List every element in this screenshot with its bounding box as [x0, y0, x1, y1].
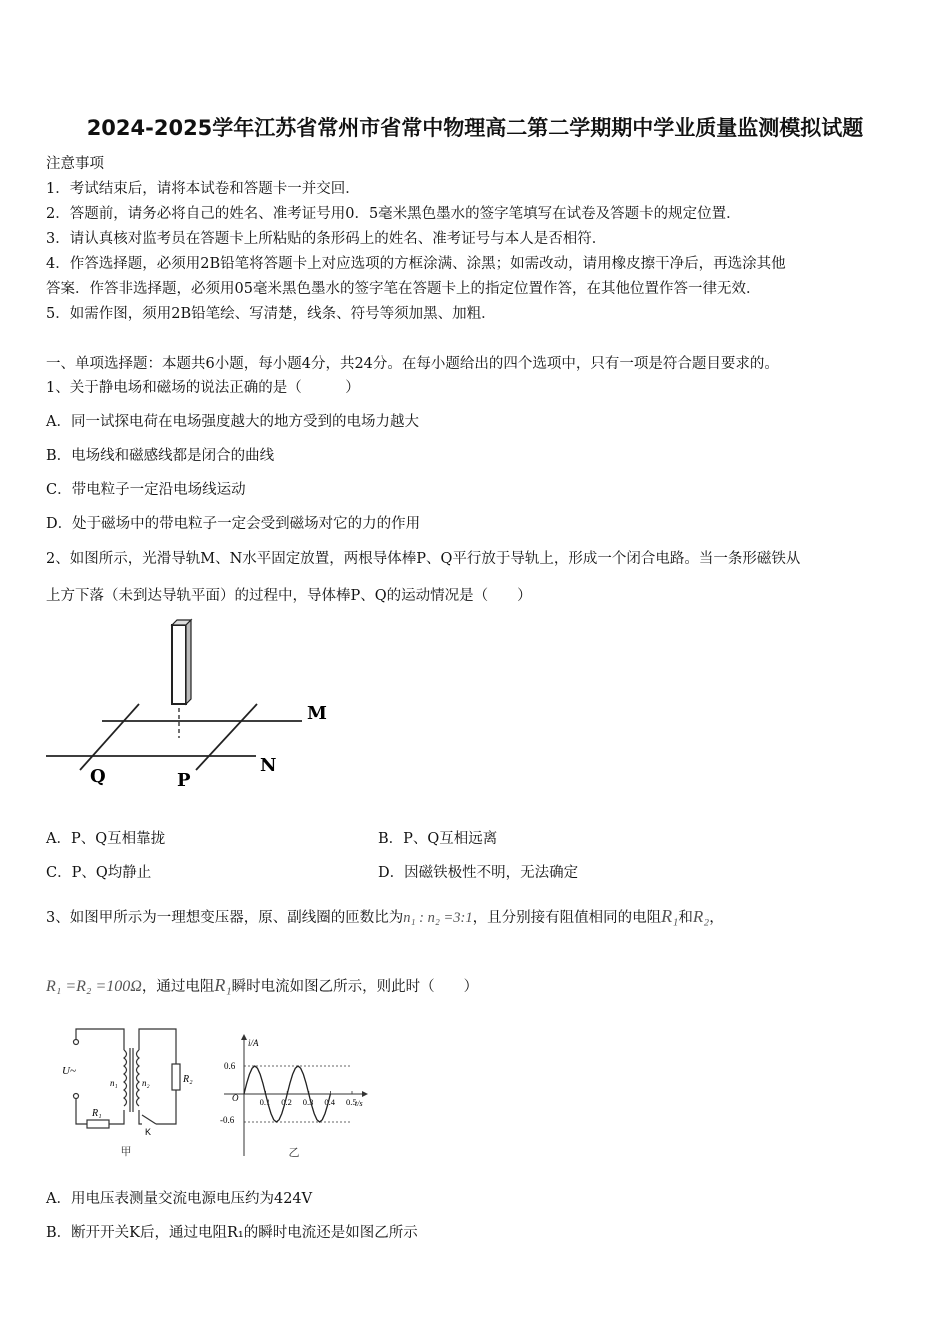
x-axis-label: t/s — [355, 1099, 363, 1108]
notice-item: 1．考试结束后，请将本试卷和答题卡一并交回． — [46, 181, 360, 197]
question-3-stem-cont — [46, 975, 478, 996]
question-2-stem-cont: 上方下落（未到达导轨平面）的过程中，导体棒P、Q的运动情况是（ ） — [46, 588, 532, 604]
q3-stem-part: 瞬时电流如图乙所示，则此时（ ） — [231, 979, 479, 995]
resistance-equation: R₁ =R₂ =100Ω — [46, 978, 142, 995]
q3-and: 和 — [678, 910, 693, 926]
q3-option-b[interactable]: B．断开开关K后，通过电阻R₁的瞬时电流还是如图乙所示 — [46, 1225, 418, 1241]
r1-label: R₁ — [92, 1108, 102, 1119]
q2-option-b[interactable]: B．P、Q互相远离 — [378, 831, 498, 847]
r2-label: R₂ — [183, 1074, 193, 1085]
section-heading: 一、单项选择题：本题共6小题，每小题4分，共24分。在每小题给出的四个选项中，只有一项是符合题目要求的。 — [46, 356, 779, 372]
notice-item: 2．答题前，请务必将自己的姓名、准考证号用0．5毫米黑色墨水的签字笔填写在试卷及答题卡的规定位置． — [46, 206, 741, 222]
n2-label: n₂ — [142, 1078, 150, 1088]
turns-ratio: n₁ : n₂ =3:1 — [403, 910, 473, 926]
notice-heading: 注意事项 — [46, 156, 104, 172]
q1-option-a[interactable]: A．同一试探电荷在电场强度越大的地方受到的电场力越大 — [46, 414, 419, 430]
question-2-stem: 2、如图所示，光滑导轨M、N水平固定放置，两根导体棒P、Q平行放于导轨上，形成一个闭合电路。当一条形磁铁从 — [46, 551, 801, 567]
label-m: M — [307, 703, 327, 724]
x-tick-label: 0.5 — [346, 1097, 357, 1107]
q3-stem-part: 3、如图甲所示为一理想变压器，原、副线圈的匝数比为 — [46, 910, 404, 926]
x-tick-label: 0.2 — [281, 1097, 292, 1107]
transformer-circuit-figure — [46, 1022, 206, 1162]
label-n: N — [260, 755, 277, 776]
q3-comma: ， — [709, 910, 724, 926]
x-tick-label: 0.3 — [302, 1097, 314, 1107]
q2-option-d[interactable]: D．因磁铁极性不明，无法确定 — [378, 865, 579, 881]
figure-b-caption: 乙 — [288, 1146, 300, 1159]
question-3-stem — [46, 906, 724, 927]
q3-option-a[interactable]: A．用电压表测量交流电源电压约为424V — [46, 1191, 313, 1207]
resistor-r1-symbol: R₁ — [661, 906, 679, 926]
q3-stem-part: ，通过电阻 — [141, 979, 215, 995]
resistor-r1-symbol: R₁ — [214, 975, 232, 995]
q3-stem-part: ，且分别接有阻值相同的电阻 — [472, 910, 662, 926]
question-1-stem: 1、关于静电场和磁场的说法正确的是（ ） — [46, 380, 360, 396]
current-graph — [214, 1028, 374, 1168]
q2-option-c[interactable]: C．P、Q均静止 — [46, 865, 152, 881]
q2-option-a[interactable]: A．P、Q互相靠拢 — [46, 831, 166, 847]
switch-k-label: K — [145, 1127, 152, 1137]
resistor-r2-symbol: R₂ — [692, 907, 710, 926]
x-tick-label: 0.1 — [259, 1097, 271, 1107]
rod-q — [80, 704, 139, 770]
page-title: 2024-2025学年江苏省常州市省常中物理高二第二学期期中学业质量监测模拟试题 — [86, 116, 864, 140]
figure-a-caption: 甲 — [120, 1145, 132, 1158]
y-axis-label: i/A — [248, 1038, 259, 1048]
bar-magnet — [172, 620, 191, 704]
n1-label: n₁ — [110, 1078, 118, 1088]
notice-item: 答案．作答非选择题，必须用05毫米黑色墨水的签字笔在答题卡上的指定位置作答，在其他位置作答一律无效． — [46, 281, 761, 297]
label-q: Q — [90, 766, 106, 787]
y-tick-pos: 0.6 — [224, 1061, 236, 1071]
rod-p — [196, 704, 257, 770]
origin-label: O — [232, 1093, 239, 1103]
q1-option-d[interactable]: D．处于磁场中的带电粒子一定会受到磁场对它的力的作用 — [46, 516, 421, 532]
rail-magnet-figure — [44, 618, 344, 793]
q1-option-c[interactable]: C．带电粒子一定沿电场线运动 — [46, 482, 246, 498]
notice-item: 5．如需作图，须用2B铅笔绘、写清楚，线条、符号等须加黑、加粗． — [46, 306, 496, 322]
y-tick-neg: -0.6 — [220, 1115, 235, 1125]
notice-item: 3．请认真核对监考员在答题卡上所粘贴的条形码上的姓名、准考证号与本人是否相符． — [46, 231, 607, 247]
source-label: U~ — [62, 1065, 76, 1077]
notice-item: 4．作答选择题，必须用2B铅笔将答题卡上对应选项的方框涂满、涂黑；如需改动，请用橡皮擦干净后，再选涂其他 — [46, 256, 786, 272]
q1-option-b[interactable]: B．电场线和磁感线都是闭合的曲线 — [46, 448, 275, 464]
x-tick-label: 0.4 — [324, 1097, 336, 1107]
label-p: P — [177, 770, 191, 791]
